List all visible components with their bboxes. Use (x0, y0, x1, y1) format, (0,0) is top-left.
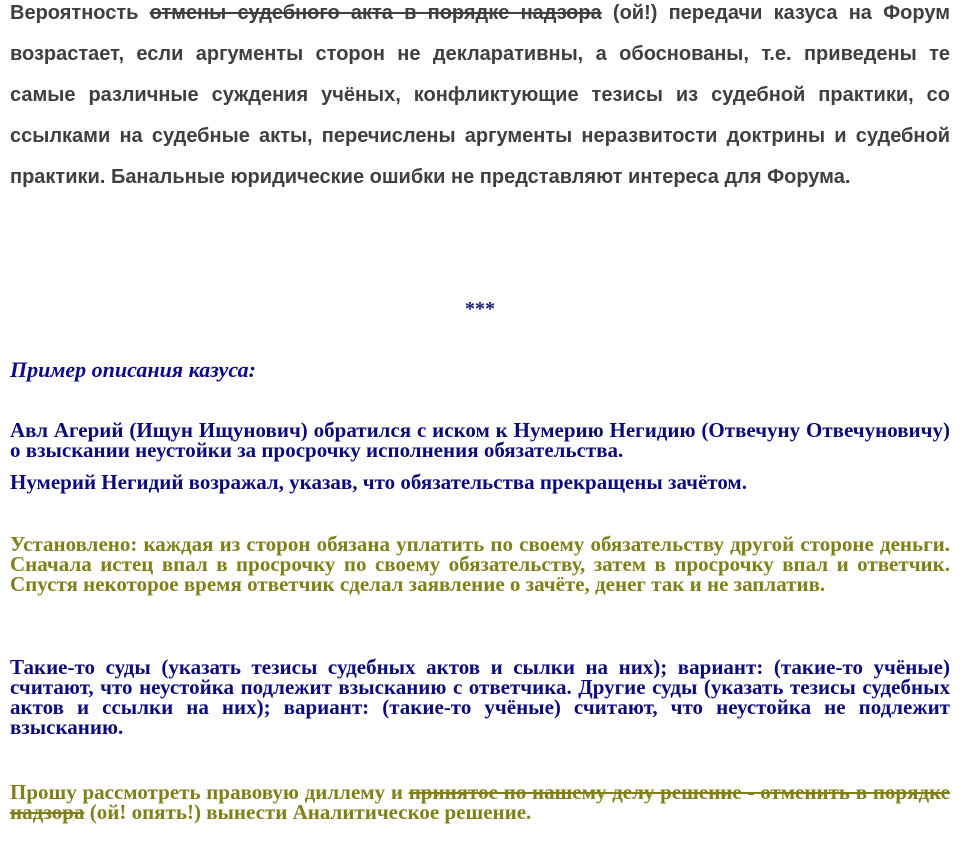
intro-paragraph (10, 0, 950, 198)
section-separator: *** (465, 298, 495, 320)
example-heading: Пример описания казуса: (10, 357, 256, 382)
courts-paragraph: Такие-то суды (указать тезисы судебных актов и сылки на них); вариант: (такие-то учёные) считают, что неустойка подлежит взысканию с ответчика. Другие суды (указать тезисы судебных актов и ссылки на них); вариант: (такие-то учёные) считают, что неустойка не подлежит взысканию. (10, 655, 950, 739)
document-page (10, 0, 950, 824)
request-struck-text: принятое по нашему делу решение - отменить в порядке надзора (10, 780, 950, 824)
request-paragraph (10, 782, 950, 822)
request-text-start: Прошу рассмотреть правовую диллему и (10, 780, 409, 804)
claim-paragraph: Авл Агерий (Ищун Ищунович) обратился с иском к Нумерию Негидию (Отвечуну Отвечуновичу) о взыскании неустойки за просрочку исполнения обязательства. (10, 418, 950, 462)
intro-text-end: (ой!) передачи казуса на Форум возрастает, если аргументы сторон не декларативны, а обоснованы, т.е. приведены те самые различные суждения учёных, конфликтующие тезисы из судебной практики, со ссылками на судебные акты, перечислены аргументы неразвитости доктрины и судебной практики. Банальные юридические ошибки не представляют интереса для Форума. (10, 2, 950, 188)
objection-paragraph: Нумерий Негидий возражал, указав, что обязательства прекращены зачётом. (10, 470, 747, 494)
established-paragraph: Установлено: каждая из сторон обязана уплатить по своему обязательству другой стороне деньги. Сначала истец впал в просрочку по своему обязательству, затем в просрочку впал и ответчик. Спустя некоторое время ответчик сделал заявление о зачёте, денег так и не заплатив. (10, 532, 950, 596)
intro-struck-text: отмены судебного акта в порядке надзора (149, 2, 602, 24)
request-text-end: (ой! опять!) вынести Аналитическое решение. (84, 800, 532, 824)
intro-text-start: Вероятность (10, 2, 150, 24)
